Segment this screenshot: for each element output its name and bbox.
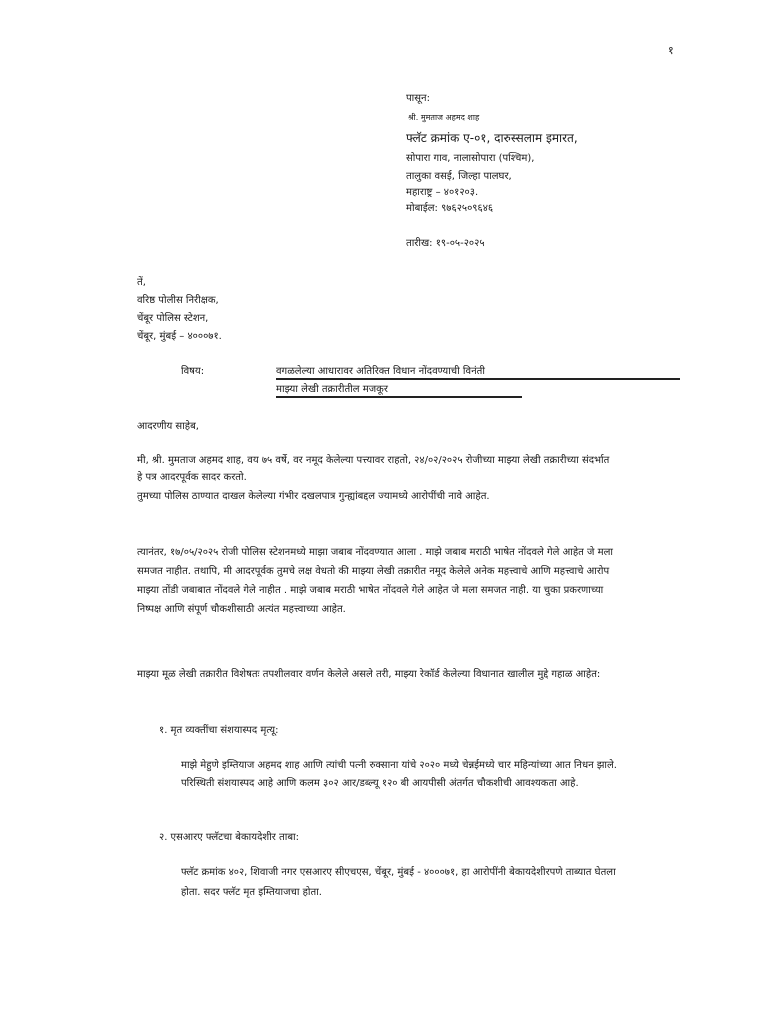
paragraph-2-line-4: निष्पक्ष आणि संपूर्ण चौकशीसाठी अत्यंत महत्त्वाच्या आहेत. [137, 604, 346, 615]
paragraph-1-line-2: हे पत्र आदरपूर्वक सादर करतो. [137, 472, 247, 483]
sender-heading: पासून: [406, 93, 430, 104]
recipient-line-2: चेंबूर पोलिस स्टेशन, [137, 313, 209, 324]
paragraph-1-line-3: तुमच्या पोलिस ठाण्यात दाखल केलेल्या गंभीर दखलपात्र गुन्ह्यांबद्दल ज्यामध्ये आरोपींची नावे आहेत. [137, 491, 490, 502]
point-1-line-1: माझे मेहुणे इम्तियाज अहमद शाह आणि त्यांची पत्नी रुक्साना यांचे २०२० मध्ये चेन्नईमध्ये चार महिन्यांच्या आत निधन झाले. [181, 760, 617, 771]
salutation: आदरणीय साहेब, [137, 421, 199, 432]
subject-label: विषय: [181, 366, 205, 377]
paragraph-2-line-1: त्यानंतर, १७/०५/२०२५ रोजी पोलिस स्टेशनमध्ये माझा जबाब नोंदवण्यात आला . माझे जबाब मराठी भाषेत नोंदवले गेले आहेत जे मला [137, 547, 613, 558]
sender-address-line-3: तालुका वसई, जिल्हा पालघर, [406, 171, 512, 182]
sender-address-line-4: महाराष्ट्र – ४०१२०३. [406, 187, 479, 198]
letter-date: तारीख: १९-०५-२०२५ [406, 238, 485, 249]
point-1-heading: १. मृत व्यक्तींचा संशयास्पद मृत्यू: [159, 725, 279, 736]
sender-address-line-2: सोपारा गाव, नालासोपारा (पश्चिम), [406, 153, 535, 164]
point-2-heading: २. एसआरए फ्लॅटचा बेकायदेशीर ताबा: [159, 832, 299, 843]
paragraph-2-line-3: माझ्या तोंडी जबाबात नोंदवले गेले नाहीत . माझे जबाब मराठी भाषेत नोंदवले गेले आहेत जे मला समजत नाही. या चुका प्रकरणाच्या [137, 585, 604, 596]
page-number: १ [668, 44, 674, 57]
paragraph-1-line-1: मी, श्री. मुमताज अहमद शाह, वय ७५ वर्षे, वर नमूद केलेल्या पत्त्यावर राहतो, २४/०२/२०२५ रोजीच्या माझ्या लेखी तक्रारीच्या संदर्भात [137, 455, 610, 466]
point-1-line-2: परिस्थिती संशयास्पद आहे आणि कलम ३०२ आर/डब्ल्यू १२० बी आयपीसी अंतर्गत चौकशीची आवश्यकता आहे. [181, 778, 579, 789]
paragraph-2-line-2: समजत नाहीत. तथापि, मी आदरपूर्वक तुमचे लक्ष वेधतो की माझ्या लेखी तक्रारीत नमूद केलेले अनेक महत्त्वाचे आणि महत्त्वाचे आरोप [137, 566, 610, 577]
recipient-to: तें, [137, 277, 146, 288]
subject-line-2: माझ्या लेखी तक्रारीतील मजकूर [276, 384, 388, 395]
recipient-line-3: चेंबूर, मुंबई – ४०००७१. [137, 331, 222, 342]
subject-underline-2 [276, 396, 522, 398]
sender-mobile: मोबाईल: ९७६२५०९६४६ [406, 203, 494, 214]
subject-underline-1 [276, 378, 680, 380]
sender-address-line-1: फ्लॅट क्रमांक ए-०१, दारुस्सलाम इमारत, [406, 131, 578, 145]
recipient-line-1: वरिष्ठ पोलीस निरीक्षक, [137, 295, 219, 306]
sender-name: श्री. मुमताज अहमद शाह [408, 113, 480, 122]
point-2-line-1: फ्लॅट क्रमांक ४०२, शिवाजी नगर एसआरए सीएचएस, चेंबूर, मुंबई - ४०००७१, हा आरोपींनी बेकायदेशीरपणे ताब्यात घेतला [181, 867, 616, 878]
paragraph-3: माझ्या मूळ लेखी तक्रारीत विशेषतः तपशीलवार वर्णन केलेले असले तरी, माझ्या रेकॉर्ड केलेल्या विधानात खालील मुद्दे गहाळ आहेत: [137, 669, 601, 680]
subject-line-1: वगळलेल्या आधारावर अतिरिक्त विधान नोंदवण्याची विनंती [276, 366, 485, 377]
point-2-line-2: होता. सदर फ्लॅट मृत इम्तियाजचा होता. [181, 887, 322, 898]
